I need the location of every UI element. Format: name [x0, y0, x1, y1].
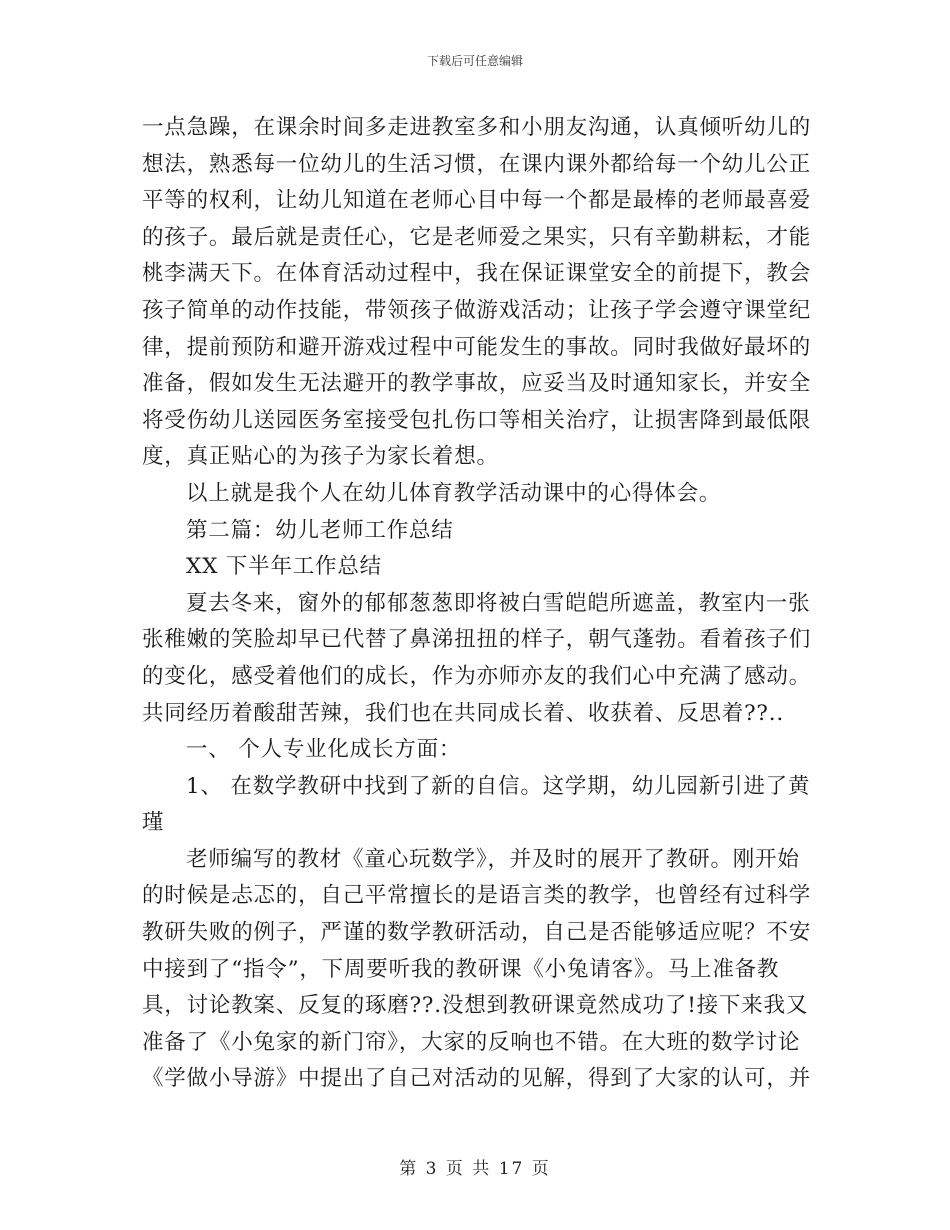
body-line: 孩子简单的动作技能，带领孩子做游戏活动；让孩子学会遵守课堂纪	[142, 297, 812, 323]
body-line: 桃李满天下。在体育活动过程中，我在保证课堂安全的前提下，教会	[142, 261, 812, 287]
paragraph-line: 夏去冬来，窗外的郁郁葱葱即将被白雪皑皑所遮盖，教室内一张	[186, 590, 811, 616]
list-heading: 一、 个人专业化成长方面：	[186, 737, 462, 763]
section-heading: 第二篇：幼儿老师工作总结	[186, 517, 454, 543]
page-number: 第 3 页 共 17 页	[399, 1159, 551, 1179]
body-line: 平等的权利，让幼儿知道在老师心目中每一个都是最棒的老师最喜爱	[142, 188, 812, 214]
list-item: 1、 在数学教研中找到了新的自信。这学期，幼儿园新引进了黄	[186, 773, 811, 799]
body-line: 教研失败的例子，严谨的数学教研活动，自己是否能够适应呢？不安	[142, 920, 812, 946]
body-line: 《学做小导游》中提出了自己对活动的见解，得到了大家的认可，并	[142, 1066, 812, 1092]
body-line: 的变化，感受着他们的成长，作为亦师亦友的我们心中充满了感动。	[142, 663, 812, 689]
body-line: 中接到了“指令”，下周要听我的教研课《小兔请客》。马上准备教	[142, 956, 780, 982]
body-line: 瑾	[142, 810, 165, 836]
body-line: 的时候是忐忑的，自己平常擅长的是语言类的教学，也曾经有过科学	[142, 883, 812, 909]
document-body	[142, 110, 812, 1098]
body-line: 具，讨论教案、反复的琢磨??.没想到教研课竟然成功了!接下来我又	[142, 993, 809, 1019]
body-line: 一点急躁，在课余时间多走进教室多和小朋友沟通，认真倾听幼儿的	[142, 115, 812, 140]
body-line: 准备，假如发生无法避开的教学事故，应妥当及时通知家长，并安全	[142, 371, 812, 397]
body-line: 共同经历着酸甜苦辣，我们也在共同成长着、收获着、反思着??..	[142, 700, 785, 726]
body-line: 想法，熟悉每一位幼儿的生活习惯，在课内课外都给每一个幼儿公正	[142, 151, 812, 177]
paragraph-line: 老师编写的教材《童心玩数学》，并及时的展开了教研。刚开始	[186, 846, 800, 872]
section-subtitle: XX 下半年工作总结	[186, 554, 382, 580]
body-line: 将受伤幼儿送园医务室接受包扎伤口等相关治疗，让损害降到最低限	[142, 407, 812, 433]
body-line: 的孩子。最后就是责任心，它是老师爱之果实，只有辛勤耕耘，才能	[142, 224, 812, 250]
body-line: 度，真正贴心的为孩子为家长着想。	[142, 444, 499, 470]
page-header: 下载后可任意编辑	[426, 54, 523, 68]
body-line: 准备了《小兔家的新门帘》，大家的反响也不错。在大班的数学讨论	[142, 1029, 801, 1055]
paragraph-line: 以上就是我个人在幼儿体育教学活动课中的心得体会。	[186, 480, 722, 506]
body-line: 张稚嫩的笑脸却早已代替了鼻涕扭扭的样子，朝气蓬勃。看着孩子们	[142, 627, 812, 653]
body-line: 律，提前预防和避开游戏过程中可能发生的事故。同时我做好最坏的	[142, 334, 812, 360]
